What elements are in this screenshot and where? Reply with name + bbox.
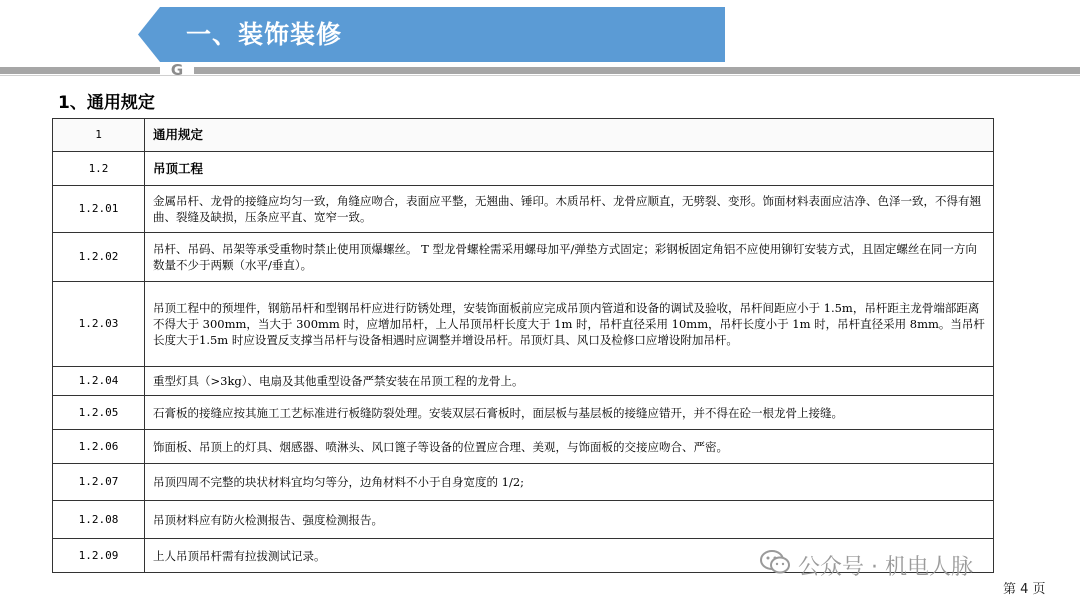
table-row (53, 282, 994, 367)
row-number: 1.2.07 (53, 464, 145, 501)
wechat-icon (760, 549, 790, 581)
table-row (53, 501, 994, 539)
row-text: 吊顶材料应有防火检测报告、强度检测报告。 (145, 501, 994, 539)
row-heading: 吊顶工程 (145, 152, 994, 186)
row-number: 1.2.04 (53, 367, 145, 396)
rule-thin-line (0, 75, 1080, 76)
watermark (760, 550, 973, 580)
row-text: 石膏板的接缝应按其施工工艺标准进行板缝防裂处理。安装双层石膏板时，面层板与基层板的接缝应错开，并不得在砼一根龙骨上接缝。 (145, 396, 994, 430)
row-number: 1.2.05 (53, 396, 145, 430)
table-row (53, 233, 994, 282)
spec-table (52, 118, 994, 573)
row-text: 上人吊顶吊杆需有拉拔测试记录。 (145, 539, 994, 573)
row-heading: 通用规定 (145, 119, 994, 152)
row-text: 金属吊杆、龙骨的接缝应均匀一致，角缝应吻合，表面应平整，无翘曲、锤印。木质吊杆、龙骨应顺直，无劈裂、变形。饰面材料表面应洁净、色泽一致，不得有翘曲、裂缝及缺损，压条应平直、宽窄一致。 (145, 186, 994, 233)
table-row (53, 464, 994, 501)
table-row (53, 152, 994, 186)
row-text: 吊顶工程中的预埋件，钢筋吊杆和型钢吊杆应进行防锈处理，安装饰面板前应完成吊顶内管道和设备的调试及验收，吊杆间距应小于 1.5m，吊杆距主龙骨端部距离不得大于 300mm，当大于 300mm 时，应增加吊杆，上人吊顶吊杆长度大于 1m 时，吊杆直径采用 10mm，吊杆长度小于 1m 时，吊杆直径采用 8mm。当吊杆长度大于1.5m 时应设置反支撑当吊杆与设备相遇时应调整并增设吊杆。吊顶灯具、风口及检修口应增设附加吊杆。 (145, 282, 994, 367)
page-number: 第 4 页 (1003, 582, 1046, 597)
header-rule (0, 67, 1080, 74)
row-text: 吊杆、吊码、吊架等承受重物时禁止使用顶爆螺丝。 T 型龙骨螺栓需采用螺母加平/弹垫方式固定；彩钢板固定角铝不应使用铆钉安装方式，且固定螺丝在同一方向数量不少于两颗（水平/垂直）。 (145, 233, 994, 282)
page-title: 一、装饰装修 (186, 20, 343, 49)
row-number: 1.2.08 (53, 501, 145, 539)
row-text: 重型灯具（>3kg）、电扇及其他重型设备严禁安装在吊顶工程的龙骨上。 (145, 367, 994, 396)
row-number: 1.2.09 (53, 539, 145, 573)
header-banner (138, 7, 725, 62)
row-number: 1.2.01 (53, 186, 145, 233)
rule-left-segment (0, 67, 160, 74)
table-row (53, 119, 994, 152)
row-number: 1.2 (53, 152, 145, 186)
table-row (53, 430, 994, 464)
row-number: 1 (53, 119, 145, 152)
rule-right-segment (194, 67, 1080, 74)
row-text: 饰面板、吊顶上的灯具、烟感器、喷淋头、风口篦子等设备的位置应合理、美观，与饰面板的交接应吻合、严密。 (145, 430, 994, 464)
section-title: 1、通用规定 (58, 93, 155, 113)
watermark-text: 公众号 · 机电人脉 (798, 554, 973, 580)
row-number: 1.2.02 (53, 233, 145, 282)
row-number: 1.2.06 (53, 430, 145, 464)
table-row (53, 186, 994, 233)
row-text: 吊顶四周不完整的块状材料宜均匀等分，边角材料不小于自身宽度的 1/2; (145, 464, 994, 501)
table-row (53, 396, 994, 430)
table-row (53, 367, 994, 396)
row-number: 1.2.03 (53, 282, 145, 367)
logo-g-icon: G (170, 61, 184, 79)
